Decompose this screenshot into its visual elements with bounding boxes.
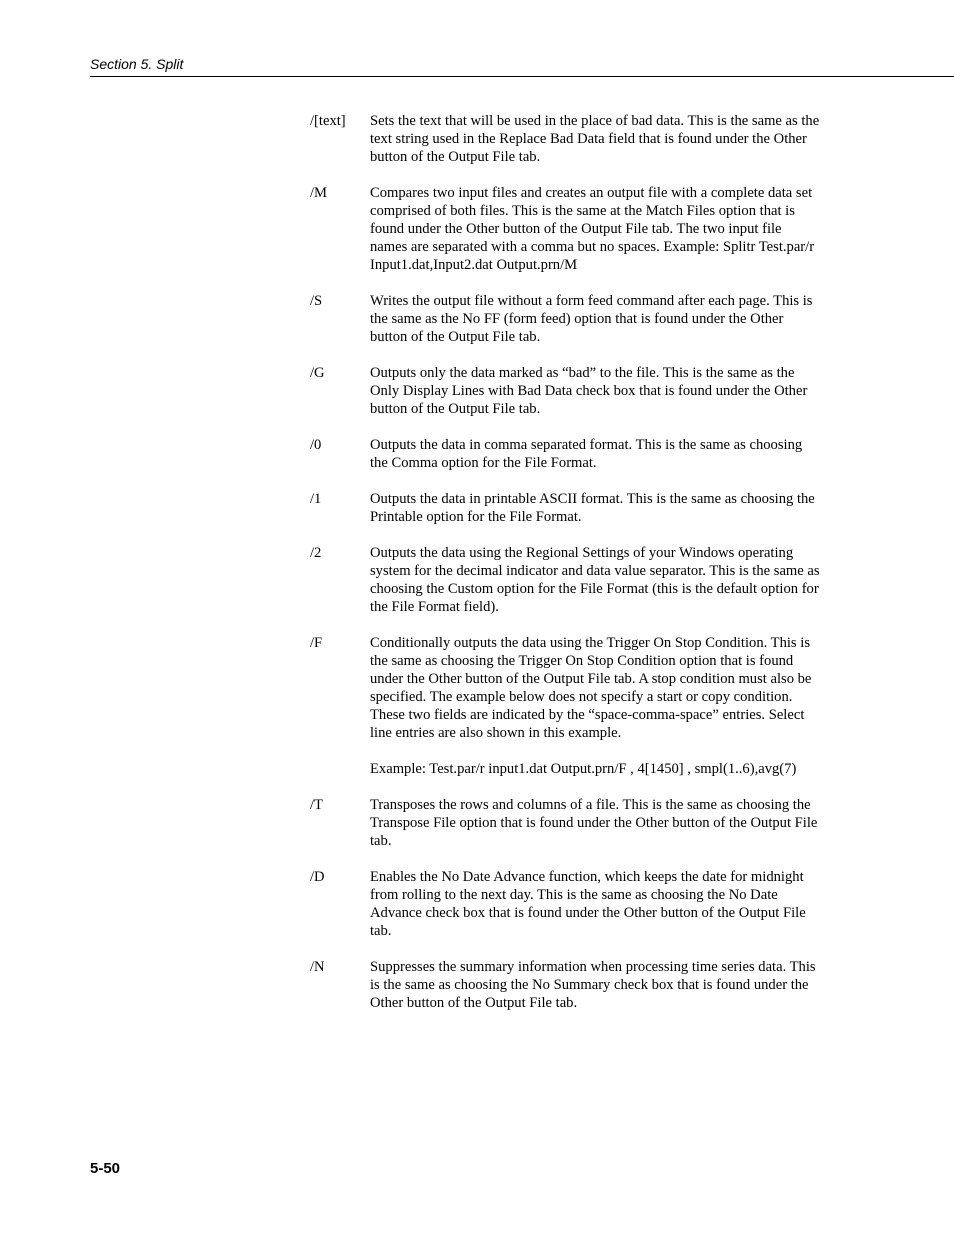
- option-entry-2: [310, 544, 820, 616]
- example-paragraph: Example: Test.par/r input1.dat Output.prn/F , 4[1450] , smpl(1..6),avg(7): [370, 761, 797, 777]
- description-paragraph: Enables the No Date Advance function, which keeps the date for midnight from rolling to the next day. This is the same as choosing the No Date Advance check box that is found under the Other button of the Output File tab.: [370, 869, 806, 939]
- page-number: 5-50: [90, 1160, 121, 1177]
- option-term: /[text]: [310, 113, 346, 129]
- option-term: /M: [310, 185, 328, 201]
- page-header: [90, 56, 954, 77]
- option-description: [370, 634, 820, 778]
- description-paragraph: Suppresses the summary information when processing time series data. This is the same as choosing the No Summary check box that is found under the Other button of the Output File tab.: [370, 959, 816, 1011]
- option-term: /D: [310, 869, 325, 885]
- option-term: /S: [310, 293, 323, 309]
- option-description: [370, 544, 820, 616]
- description-paragraph: Transposes the rows and columns of a file. This is the same as choosing the Transpose File option that is found under the Other button of the Output File tab.: [370, 797, 818, 849]
- option-description: [370, 958, 820, 1012]
- option-entry-f: [310, 634, 820, 778]
- option-entry-t: [310, 796, 820, 850]
- description-paragraph: Outputs the data in printable ASCII format. This is the same as choosing the Printable option for the File Format.: [370, 491, 815, 525]
- option-entry-0: [310, 436, 820, 472]
- option-description: [370, 436, 820, 472]
- option-entry-m: [310, 184, 820, 274]
- option-term: /N: [310, 959, 325, 975]
- option-description: [370, 112, 820, 166]
- option-term: /0: [310, 437, 322, 453]
- description-paragraph: Conditionally outputs the data using the Trigger On Stop Condition. This is the same as choosing the Trigger On Stop Condition option that is found under the Other button of the Output File tab. A stop condition must also be specified. The example below does not specify a start or copy condition. These two fields are indicated by the “space-comma-space” entries. Select line entries are also shown in this example.: [370, 635, 812, 741]
- option-term: /T: [310, 797, 323, 813]
- option-entry-n: [310, 958, 820, 1012]
- option-description: [370, 364, 820, 418]
- option-description: [370, 796, 820, 850]
- option-entry-text: [310, 112, 820, 166]
- option-description: [370, 184, 820, 274]
- description-paragraph: Outputs the data using the Regional Settings of your Windows operating system for the decimal indicator and data value separator. This is the same as choosing the Custom option for the File Format (this is the default option for the File Format field).: [370, 545, 820, 615]
- option-term: /F: [310, 635, 323, 651]
- option-list: [310, 112, 820, 1030]
- description-paragraph: Compares two input files and creates an output file with a complete data set comprised of both files. This is the same at the Match Files option that is found under the Other button of the Output File tab. The two input file names are separated with a comma but no spaces. Example: Splitr Test.par/r Input1.dat,Input2.dat Output.prn/M: [370, 185, 815, 273]
- option-term: /G: [310, 365, 325, 381]
- option-term: /1: [310, 491, 322, 507]
- option-description: [370, 292, 820, 346]
- description-paragraph: Outputs the data in comma separated format. This is the same as choosing the Comma option for the File Format.: [370, 437, 803, 471]
- option-entry-d: [310, 868, 820, 940]
- option-description: [370, 868, 820, 940]
- section-title: Section 5. Split: [90, 56, 184, 72]
- option-term: /2: [310, 545, 322, 561]
- option-entry-g: [310, 364, 820, 418]
- description-paragraph: Sets the text that will be used in the place of bad data. This is the same as the text string used in the Replace Bad Data field that is found under the Other button of the Output File tab.: [370, 113, 820, 165]
- option-entry-s: [310, 292, 820, 346]
- description-paragraph: Writes the output file without a form feed command after each page. This is the same as the No FF (form feed) option that is found under the Other button of the Output File tab.: [370, 293, 813, 345]
- option-entry-1: [310, 490, 820, 526]
- option-description: [370, 490, 820, 526]
- description-paragraph: Outputs only the data marked as “bad” to the file. This is the same as the Only Display Lines with Bad Data check box that is found under the Other button of the Output File tab.: [370, 365, 808, 417]
